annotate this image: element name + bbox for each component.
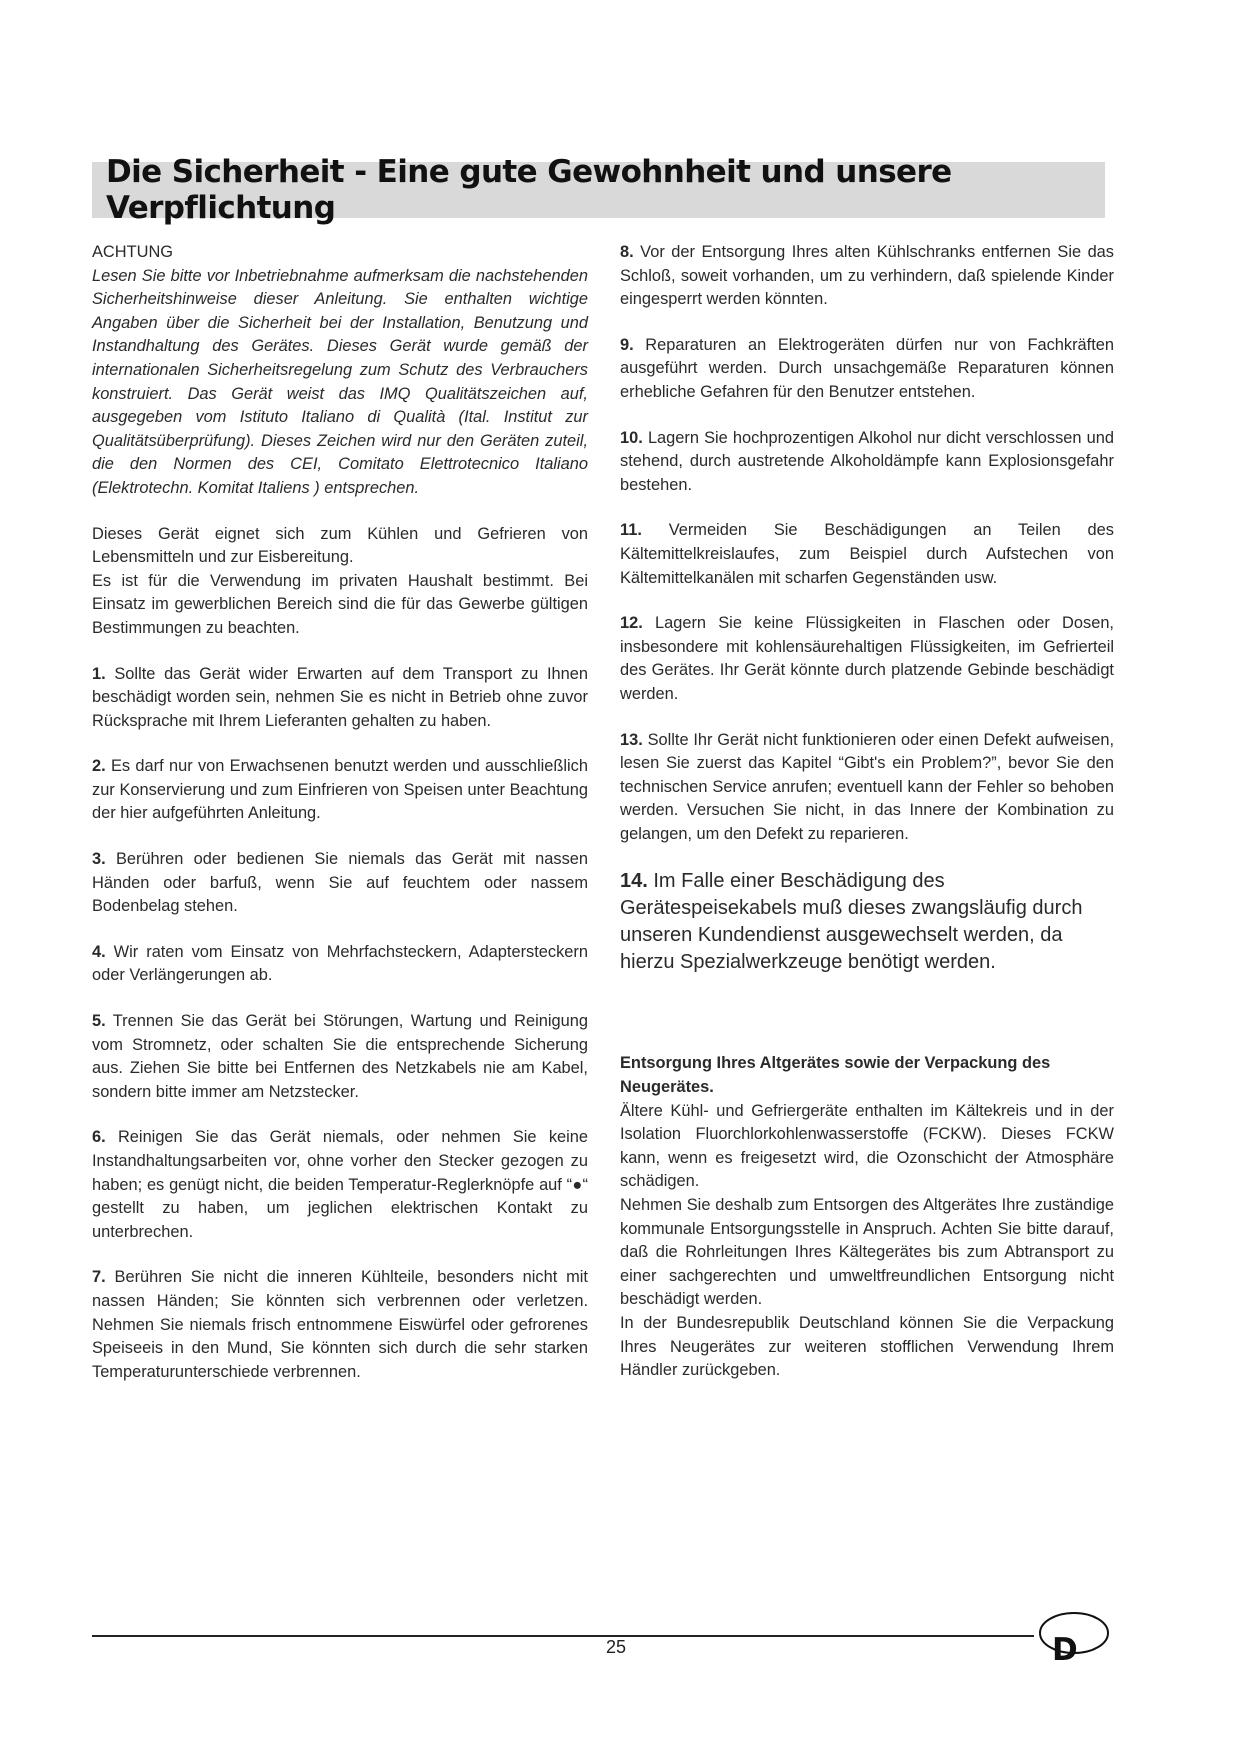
intro-paragraph-1: Dieses Gerät eignet sich zum Kühlen und Gefrieren von Lebensmitteln und zur Eisbereitung. (92, 524, 588, 567)
warning-text: Lesen Sie bitte vor Inbetriebnahme aufmerksam die nachstehenden Sicherheitshinweise dieser Anleitung. Sie enthalten wichtige Angaben über die Sicherheit bei der Installation, Benutzung und Instandhaltung des Gerätes. Dieses Gerät wurde gemäß der internationalen Sicherheitsregelung zum Schutz des Verbrauchers konstruiert. Das Gerät weist das IMQ Qualitätszeichen auf, ausgegeben vom Istituto Italiano di Qualità (Ital. Institut zur Qualitätsüberprüfung). Dieses Zeichen wird nur den Geräten zuteil, die den Normen des CEI, Comitato Elettrotecnico Italiano (Elektrotechn. Komitat Italiens ) entsprechen. (92, 266, 588, 497)
page-title: Die Sicherheit - Eine gute Gewohnheit und unsere Verpflichtung (106, 154, 952, 226)
item-text: Im Falle einer Beschädigung des Gerätespeisekabels muß dieses zwangsläufig durch unseren Kundendienst ausgewechselt werden, da hierzu Spezialwerkzeuge benötigt werden. (620, 870, 1083, 974)
language-badge-letter: D (1052, 1632, 1078, 1668)
safety-item-2 (92, 755, 588, 826)
safety-item-6 (92, 1126, 588, 1244)
footer-rule (92, 1635, 1034, 1637)
item-text: Vermeiden Sie Beschädigungen an Teilen des Kältemittelkreislaufes, zum Beispiel durch Aufstechen von Kältemittelkanälen mit scharfen Gegenständen usw. (620, 521, 1114, 587)
safety-item-3 (92, 848, 588, 919)
item-number: 1. (92, 664, 106, 683)
item-number: 7. (92, 1268, 106, 1287)
safety-item-11 (620, 519, 1114, 590)
item-number: 11. (620, 521, 642, 540)
safety-item-14 (620, 868, 1114, 976)
disposal-paragraph-1: Ältere Kühl- und Gefriergeräte enthalten im Kältekreis und in der Isolation Fluorchlorkohlenwasserstoffe (FCKW). Dieses FCKW kann, wenn es freigesetzt wird, die Ozonschicht der Atmosphäre schädigen. (620, 1101, 1114, 1191)
safety-item-9 (620, 334, 1114, 405)
item-number: 4. (92, 942, 106, 961)
item-text: Berühren oder bedienen Sie niemals das Gerät mit nassen Händen oder barfuß, wenn Sie auf feuchtem oder nassem Bodenbelag stehen. (92, 850, 588, 916)
disposal-paragraph-2: Nehmen Sie deshalb zum Entsorgen des Altgerätes Ihre zuständige kommunale Entsorgungsstelle in Anspruch. Achten Sie bitte darauf, daß die Rohrleitungen Ihres Kältegerätes bis zum Abtransport zu einer sachgerechten und umweltfreundlichen Entsorgung nicht beschädigt werden. (620, 1196, 1114, 1309)
item-text: Trennen Sie das Gerät bei Störungen, Wartung und Reinigung vom Stromnetz, oder schalten Sie die entsprechende Sicherung aus. Ziehen Sie bitte bei Entfernen des Netzkabels nie am Kabel, sondern bitte immer am Netzstecker. (92, 1012, 588, 1101)
item-number: 3. (92, 850, 106, 869)
item-text: Berühren Sie nicht die inneren Kühlteile, besonders nicht mit nassen Händen; Sie könnten sich verbrennen oder verletzen. Nehmen Sie niemals frisch entnommene Eiswürfel oder gefrorenes Speiseeis in den Mund, Sie könnten sich durch die sehr starken Temperaturunterschiede verbrennen. (92, 1268, 588, 1381)
item-text: Es darf nur von Erwachsenen benutzt werden und ausschließlich zur Konservierung und zum Einfrieren von Speisen unter Beachtung der hier aufgeführten Anleitung. (92, 757, 588, 823)
item-number: 12. (620, 614, 643, 633)
safety-item-7 (92, 1266, 588, 1384)
disposal-paragraph-3: In der Bundesrepublik Deutschland können Sie die Verpackung Ihres Neugerätes zur weiteren stofflichen Verwendung Ihrem Händler zurückgeben. (620, 1314, 1114, 1380)
safety-item-12 (620, 612, 1114, 706)
item-number: 8. (620, 243, 634, 261)
intro-paragraph-2: Es ist für die Verwendung im privaten Haushalt bestimmt. Bei Einsatz im gewerblichen Bereich sind die für das Gewerbe gültigen Bestimmungen zu beachten. (92, 571, 588, 637)
title-bar (92, 154, 1105, 226)
item-text: Sollte das Gerät wider Erwarten auf dem Transport zu Ihnen beschädigt worden sein, nehmen Sie es nicht in Betrieb ohne zuvor Rücksprache mit Ihrem Lieferanten gehalten zu haben. (92, 664, 588, 730)
item-number: 6. (92, 1128, 106, 1147)
item-number: 13. (620, 730, 643, 749)
safety-item-1 (92, 663, 588, 734)
item-text: Wir raten vom Einsatz von Mehrfachsteckern, Adaptersteckern oder Verlängerungen ab. (92, 942, 588, 985)
item-number: 2. (92, 757, 106, 776)
item-text: Sollte Ihr Gerät nicht funktionieren oder einen Defekt aufweisen, lesen Sie zuerst das Kapitel “Gibt's ein Problem?”, bevor Sie den technischen Service anrufen; eventuell kann der Fehler so behoben werden. Versuchen Sie nicht, in das Innere der Kombination zu gelangen, um den Defekt zu reparieren. (620, 730, 1114, 843)
item-number: 5. (92, 1012, 106, 1031)
item-number: 9. (620, 335, 634, 354)
safety-item-4 (92, 941, 588, 988)
safety-item-5 (92, 1010, 588, 1104)
safety-item-10 (620, 427, 1114, 498)
item-text: Reparaturen an Elektrogeräten dürfen nur von Fachkräften ausgeführt werden. Durch unsachgemäße Reparaturen können erhebliche Gefahren für den Benutzer entstehen. (620, 335, 1114, 401)
disposal-heading: Entsorgung Ihres Altgerätes sowie der Verpackung des Neugerätes. (620, 1054, 1051, 1097)
page-number: 25 (605, 1637, 627, 1657)
item-number: 10. (620, 428, 643, 447)
safety-item-8 (620, 241, 1114, 312)
item-text: Lagern Sie hochprozentigen Alkohol nur dicht verschlossen und stehend, durch austretende Alkoholdämpfe kann Explosionsgefahr bestehen. (620, 428, 1114, 494)
warning-label: ACHTUNG (92, 243, 174, 261)
safety-item-13 (620, 729, 1114, 847)
right-column (620, 241, 1114, 1383)
item-text: Vor der Entsorgung Ihres alten Kühlschranks entfernen Sie das Schloß, soweit vorhanden, um zu verhindern, daß spielende Kinder eingesperrt werden könnten. (620, 243, 1114, 309)
left-column (92, 241, 588, 1384)
item-number: 14. (620, 870, 648, 893)
item-text: Lagern Sie keine Flüssigkeiten in Flaschen oder Dosen, insbesondere mit kohlensäurehaltigen Flüssigkeiten, im Gefrierteil des Gerätes. Ihr Gerät könnte durch platzende Gebinde beschädigt werden. (620, 614, 1114, 703)
item-text: Reinigen Sie das Gerät niemals, oder nehmen Sie keine Instandhaltungsarbeiten vor, ohne vorher den Stecker gezogen zu haben; es genügt nicht, die beiden Temperatur-Reglerknöpfe auf “●“ gestellt zu haben, um jeglichen elektrischen Kontakt zu unterbrechen. (92, 1128, 588, 1241)
